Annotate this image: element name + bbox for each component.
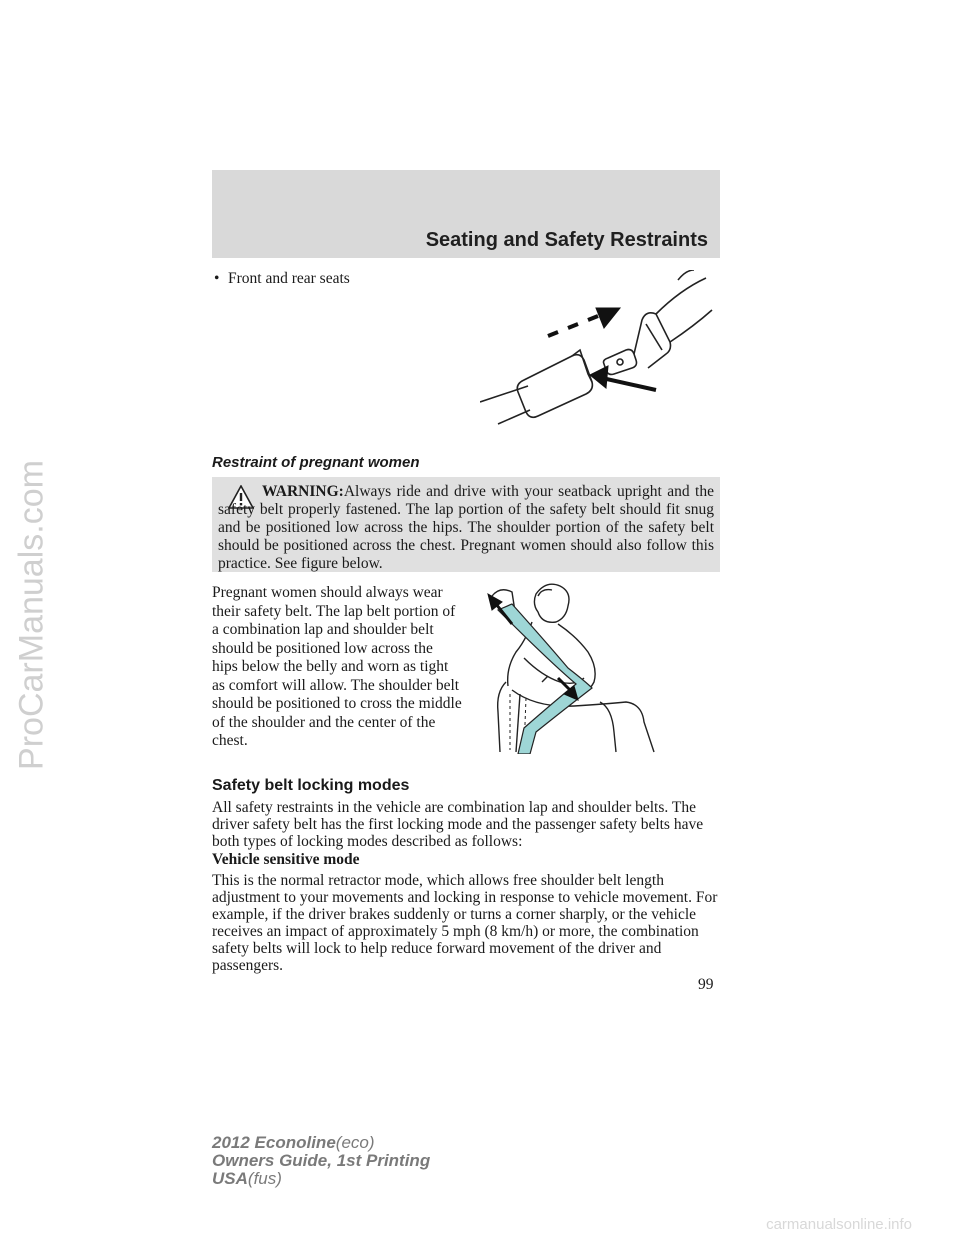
warning-label: WARNING: (262, 483, 344, 500)
section-heading-locking-modes: Safety belt locking modes (212, 777, 410, 794)
section-title: Seating and Safety Restraints (425, 229, 708, 251)
vehicle-sensitive-mode-paragraph: This is the normal retractor mode, which allows free shoulder belt length adjustment to your movements and locking in response to vehicle movement. For example, if the driver brakes suddenly or turns a corner sharply, or the vehicle receives an impact of approximately 5 mph (8 km/h) or more, the combination safety belts will lock to help reduce forward movement of the driver and passengers. (212, 872, 718, 974)
side-watermark: ProCarManuals.com (12, 460, 51, 770)
footer-market: USA (212, 1169, 248, 1188)
footer-model: 2012 Econoline (212, 1133, 336, 1152)
footer-edition (212, 1134, 430, 1188)
section-header (212, 170, 720, 258)
vehicle-sensitive-mode-heading: Vehicle sensitive mode (212, 851, 360, 868)
footer-market-code: (fus) (247, 1169, 282, 1188)
pregnant-woman-illustration (476, 582, 672, 754)
subheading-pregnant: Restraint of pregnant women (212, 454, 420, 471)
footer-model-code: (eco) (335, 1133, 375, 1152)
warning-body: Always ride and drive with your seatback upright and the safety belt properly fastened. The lap portion of the safety belt should fit snug and be positioned low across the hips. The shoulder portion of the safety belt should be positioned across the chest. Pregnant women should also follow this practice. See figure below. (218, 483, 714, 572)
bullet-text: Front and rear seats (228, 270, 350, 287)
bottom-watermark: carmanualsonline.info (766, 1216, 912, 1233)
locking-modes-paragraph: All safety restraints in the vehicle are combination lap and shoulder belts. The driver safety belt has the first locking mode and the passenger safety belts have both types of locking modes described as follows: (212, 799, 704, 850)
belt-buckle-illustration (480, 270, 720, 450)
warning-text (218, 483, 714, 573)
warning-box (212, 477, 720, 572)
bullet-symbol: • (214, 270, 220, 287)
bullet-item (214, 270, 350, 288)
page-number: 99 (698, 976, 714, 993)
footer-guide: Owners Guide, 1st Printing (212, 1151, 431, 1170)
pregnant-paragraph: Pregnant women should always wear their safety belt. The lap belt portion of a combination lap and shoulder belt should be positioned low across the hips below the belly and worn as tight as comfort will allow. The shoulder belt should be positioned to cross the middle of the shoulder and the center of the chest. (212, 584, 462, 749)
